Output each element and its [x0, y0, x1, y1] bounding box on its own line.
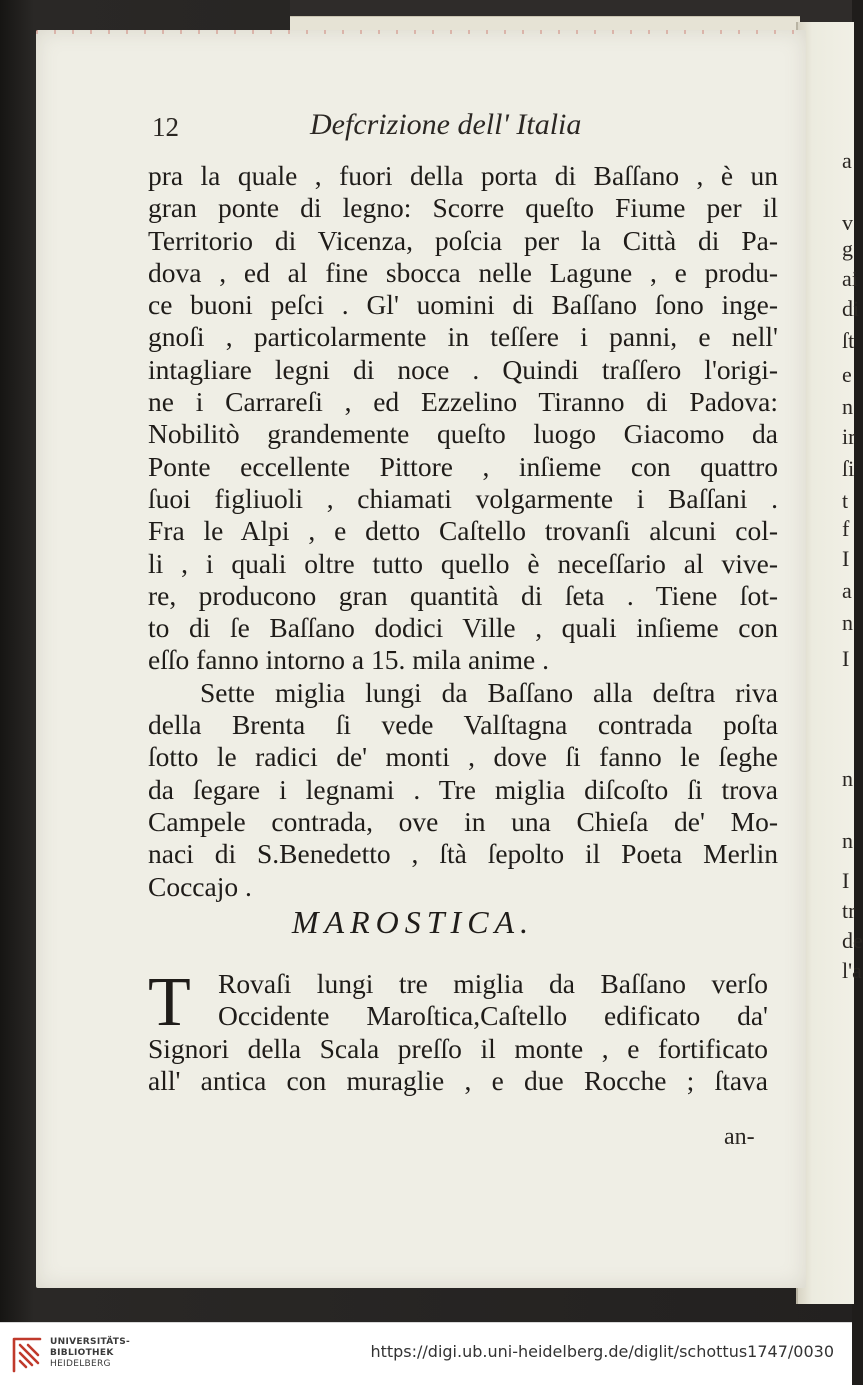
facing-page-fragment: ir — [842, 424, 856, 449]
running-head: Defcrizione dell' Italia — [310, 108, 582, 141]
text-line: ne i Carrareſi , ed Ezzelino Tiranno di Padova: — [148, 386, 778, 418]
text-line: Coccajo . — [148, 870, 252, 902]
facing-page-fragment: di — [842, 296, 860, 321]
library-name — [50, 1337, 130, 1370]
text-line: Nobilitò grandemente queſto luogo Giacomo da — [148, 418, 778, 450]
facing-page-fragment: a — [842, 578, 852, 603]
library-name-line1: UNIVERSITÄTS- — [50, 1337, 131, 1347]
text-line: gran ponte di legno: Scorre queſto Fiume per il — [148, 192, 778, 224]
text-line: ce buoni peſci . Gl' uomini di Baſſano ſono inge- — [148, 289, 778, 321]
facing-page-fragment: I — [842, 546, 850, 571]
text-line: Signori della Scala preſſo il monte , e fortificato — [148, 1032, 768, 1064]
section-title: MAROSTICA. — [291, 904, 535, 940]
facing-page-fragment: t — [842, 488, 849, 513]
text-line: re, producono gran quantità di ſeta . Tiene ſot- — [148, 579, 778, 611]
facing-page-fragment: I — [842, 868, 850, 893]
text-line: all' antica con muraglie , e due Rocche ; ſtava — [148, 1064, 768, 1096]
paragraph-2 — [148, 677, 778, 903]
body-text — [148, 160, 778, 903]
text-line: gnoſi , particolarmente in teſſere i panni, e nell' — [148, 321, 778, 353]
text-line: eſſo fanno intorno a 15. mila anime . — [148, 644, 549, 676]
text-line: Occidente Maroſtica,Caſtello edificato da' — [218, 1000, 768, 1032]
facing-page-fragment: I — [842, 646, 850, 671]
text-line: Rovaſi lungi tre miglia da Baſſano verſo — [218, 968, 768, 999]
facing-page-fragment: ſi — [842, 456, 855, 481]
page-edge-marks — [36, 30, 806, 34]
paragraph-1 — [148, 160, 778, 677]
facing-page-fragment: ai — [842, 266, 858, 291]
facing-page-fragment: l'a — [842, 958, 862, 983]
viewer-footer — [0, 1322, 852, 1385]
facing-page-fragment: f — [842, 516, 850, 541]
facing-page-fragment: n — [842, 610, 853, 635]
facing-page-fragment: v — [842, 210, 853, 235]
section-text — [148, 964, 768, 1097]
facing-page-fragment: tr — [842, 898, 856, 923]
text-line: pra la quale , fuori della porta di Baſſano , è un — [148, 160, 778, 191]
facing-page-fragment: n — [842, 766, 853, 791]
text-line: Fra le Alpi , e detto Caſtello trovanſi alcuni col- — [148, 515, 778, 547]
facing-page-fragment: de — [842, 928, 863, 953]
text-line: dova , ed al fine sbocca nelle Lagune , e produ- — [148, 256, 778, 288]
page-number: 12 — [152, 112, 179, 142]
drop-cap: T — [148, 964, 191, 1041]
permalink[interactable]: https://digi.ub.uni-heidelberg.de/diglit/schottus1747/0030 — [370, 1342, 834, 1361]
text-line: Ponte eccellente Pittore , inſieme con quattro — [148, 450, 778, 482]
text-line: da ſegare i legnami . Tre miglia diſcoſto ſi trova — [148, 773, 778, 805]
facing-page-fragment: n — [842, 828, 853, 853]
catchword: an- — [724, 1124, 755, 1150]
facing-page-fragment: e — [842, 362, 852, 387]
text-line: naci di S.Benedetto , ſtà ſepolto il Poeta Merlin — [148, 838, 778, 870]
library-name-line3: HEIDELBERG — [50, 1359, 111, 1369]
text-line: ſotto le radici de' monti , dove ſi fanno le ſeghe — [148, 741, 778, 773]
facing-page-fragment: g — [842, 236, 853, 261]
facing-page-fragment: ſt — [842, 328, 855, 353]
text-line: ſuoi figliuoli , chiamati volgarmente i Baſſani . — [148, 482, 778, 514]
facing-page-fragment: n — [842, 394, 853, 419]
text-line: li , i quali oltre tutto quello è neceſſario al vive- — [148, 547, 778, 579]
page-header — [152, 108, 622, 148]
library-logo-icon[interactable] — [10, 1333, 44, 1375]
facing-page-fragment: a — [842, 148, 852, 173]
text-line: della Brenta ſi vede Valſtagna contrada poſta — [148, 709, 778, 741]
text-line: to di ſe Baſſano dodici Ville , quali inſieme con — [148, 612, 778, 644]
text-line: intagliare legni di noce . Quindi traſſero l'origi- — [148, 353, 778, 385]
library-name-line2: BIBLIOTHEK — [50, 1348, 114, 1358]
text-line: Sette miglia lungi da Baſſano alla deſtra riva — [200, 676, 778, 708]
text-line: Campele contrada, ove in una Chieſa de' Mo- — [148, 805, 778, 837]
text-line: Territorio di Vicenza, poſcia per la Città di Pa- — [148, 224, 778, 256]
